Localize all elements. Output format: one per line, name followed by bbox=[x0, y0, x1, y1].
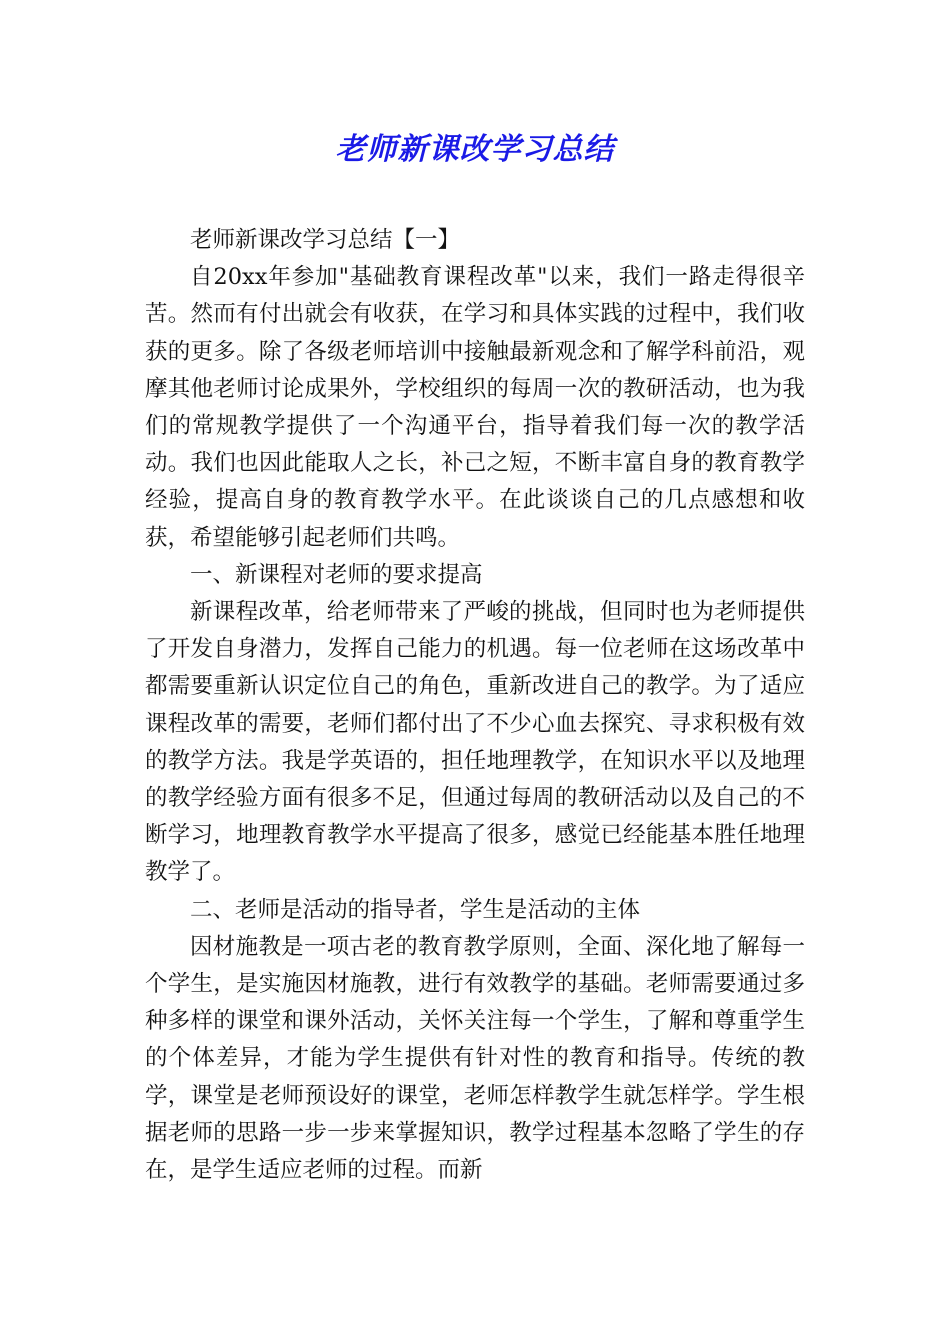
paragraph-body-1: 新课程改革，给老师带来了严峻的挑战，但同时也为老师提供了开发自身潜力，发挥自己能力的机遇。每一位老师在这场改革中都需要重新认识定位自己的角色，重新改进自己的教学。为了适应课程改革的需要，老师们都付出了不少心血去探究、寻求积极有效的教学方法。我是学英语的，担任地理教学，在知识水平以及地理的教学经验方面有很多不足，但通过每周的教研活动以及自己的不断学习，地理教育教学水平提高了很多，感觉已经能基本胜任地理教学了。 bbox=[145, 599, 805, 886]
paragraph-body-2: 因材施教是一项古老的教育教学原则，全面、深化地了解每一个学生，是实施因材施教，进行有效教学的基础。老师需要通过多种多样的课堂和课外活动，关怀关注每一个学生，了解和尊重学生的个体差异，才能为学生提供有针对性的教育和指导。传统的教学，课堂是老师预设好的课堂，老师怎样教学生就怎样学。学生根据老师的思路一步一步来掌握知识，教学过程基本忽略了学生的存在，是学生适应老师的过程。而新 bbox=[145, 933, 805, 1184]
document-title: 老师新课改学习总结 bbox=[335, 132, 615, 167]
paragraph-heading-2: 二、老师是活动的指导者，学生是活动的主体 bbox=[190, 896, 641, 923]
paragraph-heading-1: 一、新课程对老师的要求提高 bbox=[190, 561, 483, 588]
paragraph-intro: 自20xx年参加"基础教育课程改革"以来，我们一路走得很辛苦。然而有付出就会有收获，在学习和具体实践的过程中，我们收获的更多。除了各级老师培训中接触最新观念和了解学科前沿，观摩其他老师讨论成果外，学校组织的每周一次的教研活动，也为我们的常规教学提供了一个沟通平台，指导着我们每一次的教学活动。我们也因此能取人之长，补己之短，不断丰富自身的教育教学经验，提高自身的教育教学水平。在此谈谈自己的几点感想和收获，希望能够引起老师们共鸣。 bbox=[145, 264, 805, 551]
paragraph-section-heading: 老师新课改学习总结【一】 bbox=[190, 227, 461, 253]
document-body bbox=[145, 222, 805, 1189]
